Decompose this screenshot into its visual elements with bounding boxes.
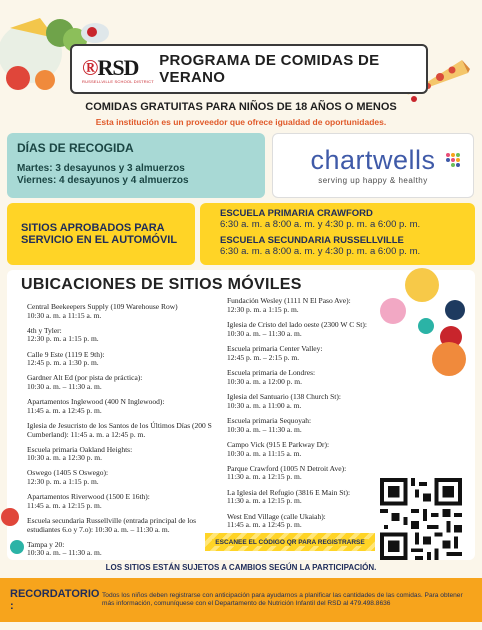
list-item: Oswego (1405 S Oswego): 12:30 p. m. a 1:15 p. m. (27, 468, 109, 487)
header-banner (70, 44, 428, 94)
school-name: ESCUELA SECUNDARIA RUSSELLVILLE (220, 235, 404, 246)
equal-opportunity-statement: Esta institución es un proveedor que ofrece igualdad de oportunidades. (95, 117, 387, 127)
chartwells-dots-icon (445, 152, 461, 168)
list-item: La Iglesia del Refugio (3816 E Main St): 11:30 a. m. a 12:15 p. m. (227, 487, 351, 506)
list-item: Central Beekeepers Supply (109 Warehouse Row) 10:30 a. m. a 11:15 a. m. (27, 302, 178, 320)
list-item: Escuela primaria Center Valley: 12:45 p. m. – 2:15 p. m. (227, 343, 323, 362)
reminder-label: RECORDATORIO : (10, 588, 100, 612)
list-item: Iglesia del Santuario (138 Church St): 10:30 a. m. a 11:00 a. m. (227, 391, 341, 410)
decorative-circle (418, 318, 434, 334)
reminder-text: Todos los niños deben registrarse con anticipación para ayudarnos a planificar las cantidades de las comidas. Para obtener más información, comuníquese con el Departamento de Nutrición Infantil del RSD al 479.498.8636 (102, 592, 463, 607)
locations-left-column (27, 303, 227, 565)
school-name: ESCUELA PRIMARIA CRAWFORD (220, 208, 373, 219)
decorative-circle (432, 342, 466, 376)
list-item: Calle 9 Este (1119 E 9th): 12:45 p. m. a 1:30 p. m. (27, 349, 105, 368)
locations-right-column (227, 297, 392, 537)
sponsor-tagline: serving up happy & healthy (318, 176, 428, 185)
list-item: West End Village (calle Ukaiah): 11:45 a. m. a 12:45 p. m. (227, 511, 326, 530)
list-item: Fundación Wesley (1111 N El Paso Ave): 12:30 p. m. a 1:15 p. m. (227, 296, 351, 314)
decorative-circle (445, 300, 465, 320)
qr-code-icon[interactable] (380, 478, 462, 560)
list-item: 4th y Tyler: 12:30 p. m. a 1:15 p. m. (27, 325, 99, 344)
list-item: Campo Vick (915 E Parkway Dr): 10:30 a. m. a 11:15 a. m. (227, 439, 330, 458)
list-item: Escuela secundaria Russellville (entrada principal de los estudiantes 6.o y 7.o): 10:30 a. m. – 11:30 a. m. (27, 516, 197, 534)
drive-thru-title: SITIOS APROBADOS PARA SERVICIO EN EL AUTOMÓVIL (21, 222, 178, 246)
pickup-days-box (7, 133, 265, 198)
list-item: Escuela primaria Sequoyah: 10:30 a. m. – 11:30 a. m. (227, 415, 312, 434)
logo-subtitle: RUSSELLVILLE SCHOOL DISTRICT (82, 78, 154, 84)
drive-thru-schools (200, 203, 475, 265)
pickup-line-friday: Viernes: 4 desayunos y 4 almuerzos (17, 175, 189, 186)
list-item: Escuela primaria Oakland Heights: 10:30 a. m. a 12:30 p. m. (27, 444, 133, 463)
list-item: Gardner Alt Ed (por pista de práctica): 10:30 a. m. – 11:30 a. m. (27, 373, 143, 391)
list-item: Apartamentos Inglewood (400 N Inglewood): 11:45 a. m. a 12:45 p. m. (27, 397, 165, 415)
scan-qr-label: ESCANEE EL CÓDIGO QR PARA REGISTRARSE (212, 539, 367, 546)
logo-text: RSD (97, 54, 139, 80)
list-item: Iglesia de Jesucristo de los Santos de los Últimos Días (200 S Cumberland): 11:45 a. m. a 12:45 p. m. (27, 420, 212, 439)
mobile-sites-title: UBICACIONES DE SITIOS MÓVILES (21, 276, 302, 293)
scan-qr-banner (205, 533, 375, 551)
decorative-circle (10, 540, 24, 554)
list-item: Escuela primaria de Londres: 10:30 a. m. a 12:00 p. m. (227, 367, 316, 386)
school-time: 6:30 a. m. a 8:00 a. m. y 4:30 p. m. a 6:00 p. m. (220, 219, 421, 230)
school-time: 6:30 a. m. a 8:00 a. m. y 4:30 p. m. a 6:00 p. m. (220, 246, 421, 257)
subject-to-change-notice: LOS SITIOS ESTÁN SUJETOS A CAMBIOS SEGÚN LA PARTICIPACIÓN. (105, 563, 377, 572)
pickup-line-tuesday: Martes: 3 desayunos y 3 almuerzos (17, 163, 185, 174)
pickup-title: DÍAS DE RECOGIDA (17, 141, 134, 155)
page-title: PROGRAMA DE COMIDAS DE VERANO (159, 52, 380, 86)
decorative-circle (405, 268, 439, 302)
chartwells-logo (272, 133, 474, 198)
sponsor-name: chartwells (310, 145, 436, 175)
decorative-circle (1, 508, 19, 526)
rsd-logo: ®RSD RUSSELLVILLE SCHOOL DISTRICT (82, 54, 154, 84)
reminder-bar (0, 578, 482, 622)
decorative-circle (380, 298, 406, 324)
drive-thru-box (7, 203, 195, 265)
list-item: Tampa y 20: 10:30 a. m. – 11:30 a. m. (27, 539, 102, 558)
subtitle: COMIDAS GRATUITAS PARA NIÑOS DE 18 AÑOS O MENOS (85, 101, 397, 113)
list-item: Apartamentos Riverwood (1500 E 16th): 11:45 a. m. a 12:15 p. m. (27, 492, 150, 510)
list-item: Iglesia de Cristo del lado oeste (2300 W C St): 10:30 a. m. – 11:30 a. m. (227, 319, 367, 338)
list-item: Parque Crawford (1005 N Detroit Ave): 11:30 a. m. a 12:15 p. m. (227, 463, 347, 482)
